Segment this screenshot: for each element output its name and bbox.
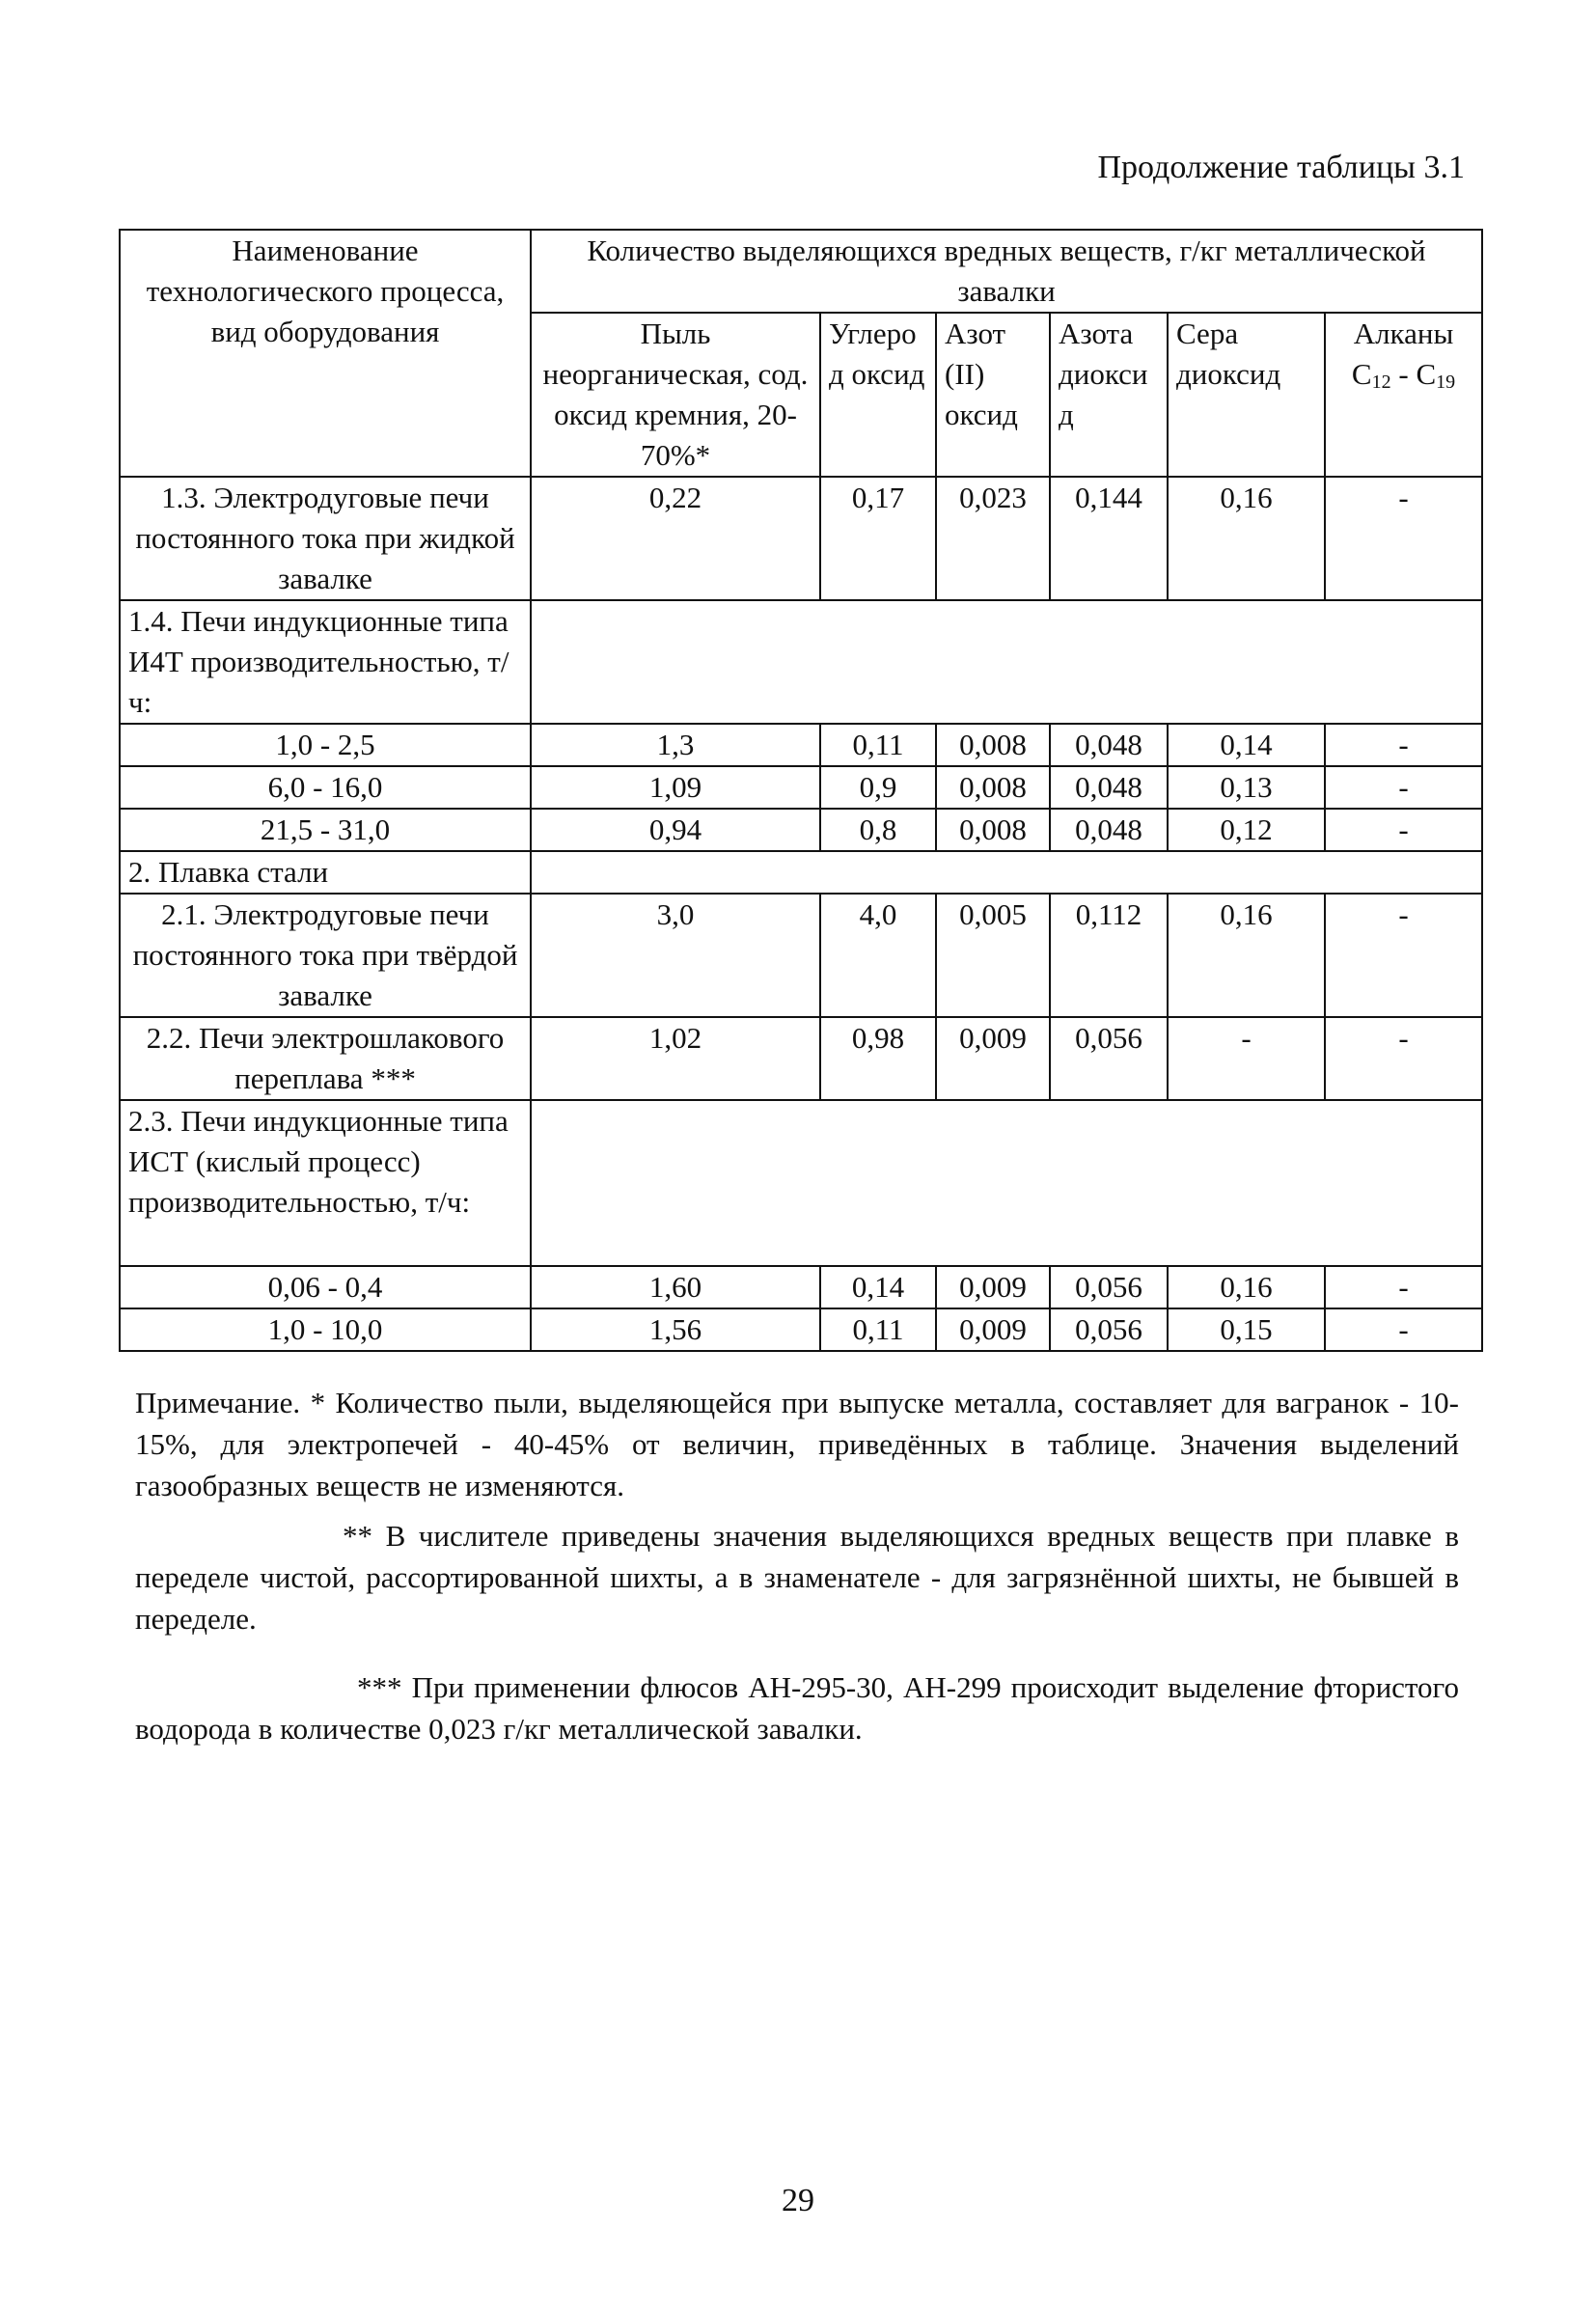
co-value: 0,11 <box>820 724 936 766</box>
table-row <box>120 894 1482 1017</box>
so2-value: 0,15 <box>1168 1308 1325 1351</box>
co-value: 0,14 <box>820 1266 936 1308</box>
co-value: 0,98 <box>820 1017 936 1100</box>
table-row <box>120 1266 1482 1308</box>
alkanes-value: - <box>1325 1266 1482 1308</box>
table-row <box>120 477 1482 600</box>
alkanes-formula: C12 - C19 <box>1351 357 1456 393</box>
alkanes-value: - <box>1325 724 1482 766</box>
note-3 <box>135 1666 1459 1749</box>
alkanes-value: - <box>1325 1017 1482 1100</box>
co-value: 0,8 <box>820 809 936 851</box>
co-value: 0,9 <box>820 766 936 809</box>
co-value: 0,11 <box>820 1308 936 1351</box>
no-value: 0,005 <box>936 894 1050 1017</box>
so2-value: 0,12 <box>1168 809 1325 851</box>
dust-value: 3,0 <box>531 894 820 1017</box>
group-label: 1.4. Печи индукционные типа И4Т производительностью, т/ч: <box>120 600 531 724</box>
note-2-text: ** В числителе приведены значения выделяющихся вредных веществ при плавке в переделе чистой, рассортированной шихты, а в знаменателе - для загрязнённой шихты, не бывшей в переделе. <box>135 1519 1459 1636</box>
emissions-table <box>119 229 1483 1352</box>
alkanes-label: Алканы <box>1353 317 1454 350</box>
column-header-no2: Азота диоксид <box>1050 313 1168 477</box>
no-value: 0,008 <box>936 724 1050 766</box>
no2-value: 0,112 <box>1050 894 1168 1017</box>
no-value: 0,023 <box>936 477 1050 600</box>
group-empty-cell <box>531 600 1482 724</box>
dust-value: 1,3 <box>531 724 820 766</box>
no2-value: 0,056 <box>1050 1308 1168 1351</box>
note-3-text: *** При применении флюсов АН-295-30, АН-299 происходит выделение фтористого водорода в количестве 0,023 г/кг металлической завалки. <box>135 1670 1459 1746</box>
dust-value: 1,09 <box>531 766 820 809</box>
no-value: 0,009 <box>936 1266 1050 1308</box>
no2-value: 0,048 <box>1050 809 1168 851</box>
no2-value: 0,056 <box>1050 1017 1168 1100</box>
process-cell: 2.2. Печи электрошлакового переплава *** <box>120 1017 531 1100</box>
note-2 <box>135 1515 1459 1639</box>
no-value: 0,008 <box>936 809 1050 851</box>
group-empty-cell <box>531 851 1482 894</box>
process-cell: 0,06 - 0,4 <box>120 1266 531 1308</box>
no-value: 0,009 <box>936 1308 1050 1351</box>
process-cell: 1,0 - 10,0 <box>120 1308 531 1351</box>
no2-value: 0,048 <box>1050 724 1168 766</box>
column-header-co: Углерод оксид <box>820 313 936 477</box>
column-header-alkanes <box>1325 313 1482 477</box>
no-value: 0,008 <box>936 766 1050 809</box>
process-cell: 2.1. Электродуговые печи постоянного тока при твёрдой завалке <box>120 894 531 1017</box>
group-label: 2.3. Печи индукционные типа ИСТ (кислый процесс) производительностью, т/ч: <box>120 1100 531 1266</box>
so2-value: 0,16 <box>1168 1266 1325 1308</box>
table-row <box>120 809 1482 851</box>
table-row <box>120 1017 1482 1100</box>
group-row <box>120 600 1482 724</box>
process-cell: 1.3. Электродуговые печи постоянного тока при жидкой завалке <box>120 477 531 600</box>
group-empty-cell <box>531 1100 1482 1266</box>
column-header-so2: Сера диоксид <box>1168 313 1325 477</box>
process-cell: 1,0 - 2,5 <box>120 724 531 766</box>
page-number: 29 <box>782 2183 814 2218</box>
no2-value: 0,056 <box>1050 1266 1168 1308</box>
continuation-label: Продолжение таблицы 3.1 <box>1097 150 1465 185</box>
so2-value: - <box>1168 1017 1325 1100</box>
so2-value: 0,13 <box>1168 766 1325 809</box>
co-value: 0,17 <box>820 477 936 600</box>
alkanes-value: - <box>1325 894 1482 1017</box>
so2-value: 0,14 <box>1168 724 1325 766</box>
so2-value: 0,16 <box>1168 477 1325 600</box>
dust-value: 1,60 <box>531 1266 820 1308</box>
alkanes-value: - <box>1325 766 1482 809</box>
table-row <box>120 1308 1482 1351</box>
group-row <box>120 1100 1482 1266</box>
group-row <box>120 851 1482 894</box>
alkanes-value: - <box>1325 809 1482 851</box>
amount-group-header: Количество выделяющихся вредных веществ, г/кг металлической завалки <box>531 230 1482 313</box>
alkanes-value: - <box>1325 1308 1482 1351</box>
no2-value: 0,144 <box>1050 477 1168 600</box>
note-1 <box>135 1382 1459 1506</box>
dust-value: 1,02 <box>531 1017 820 1100</box>
note-1-text: Примечание. * Количество пыли, выделяющейся при выпуске металла, составляет для вагранок - 10-15%, для электропечей - 40-45% от величин, приведённых в таблице. Значения выделений газообразных веществ не изменяются. <box>135 1386 1459 1502</box>
process-column-header: Наименование технологического процесса, вид оборудования <box>120 230 531 477</box>
no2-value: 0,048 <box>1050 766 1168 809</box>
process-cell: 6,0 - 16,0 <box>120 766 531 809</box>
co-value: 4,0 <box>820 894 936 1017</box>
column-header-no: Азот (II) оксид <box>936 313 1050 477</box>
no-value: 0,009 <box>936 1017 1050 1100</box>
table-row <box>120 766 1482 809</box>
alkanes-value: - <box>1325 477 1482 600</box>
so2-value: 0,16 <box>1168 894 1325 1017</box>
table-row <box>120 724 1482 766</box>
process-cell: 21,5 - 31,0 <box>120 809 531 851</box>
dust-value: 1,56 <box>531 1308 820 1351</box>
header-row-1 <box>120 230 1482 313</box>
column-header-dust: Пыль неорганическая, сод. оксид кремния, 20-70%* <box>531 313 820 477</box>
dust-value: 0,22 <box>531 477 820 600</box>
group-label: 2. Плавка стали <box>120 851 531 894</box>
dust-value: 0,94 <box>531 809 820 851</box>
